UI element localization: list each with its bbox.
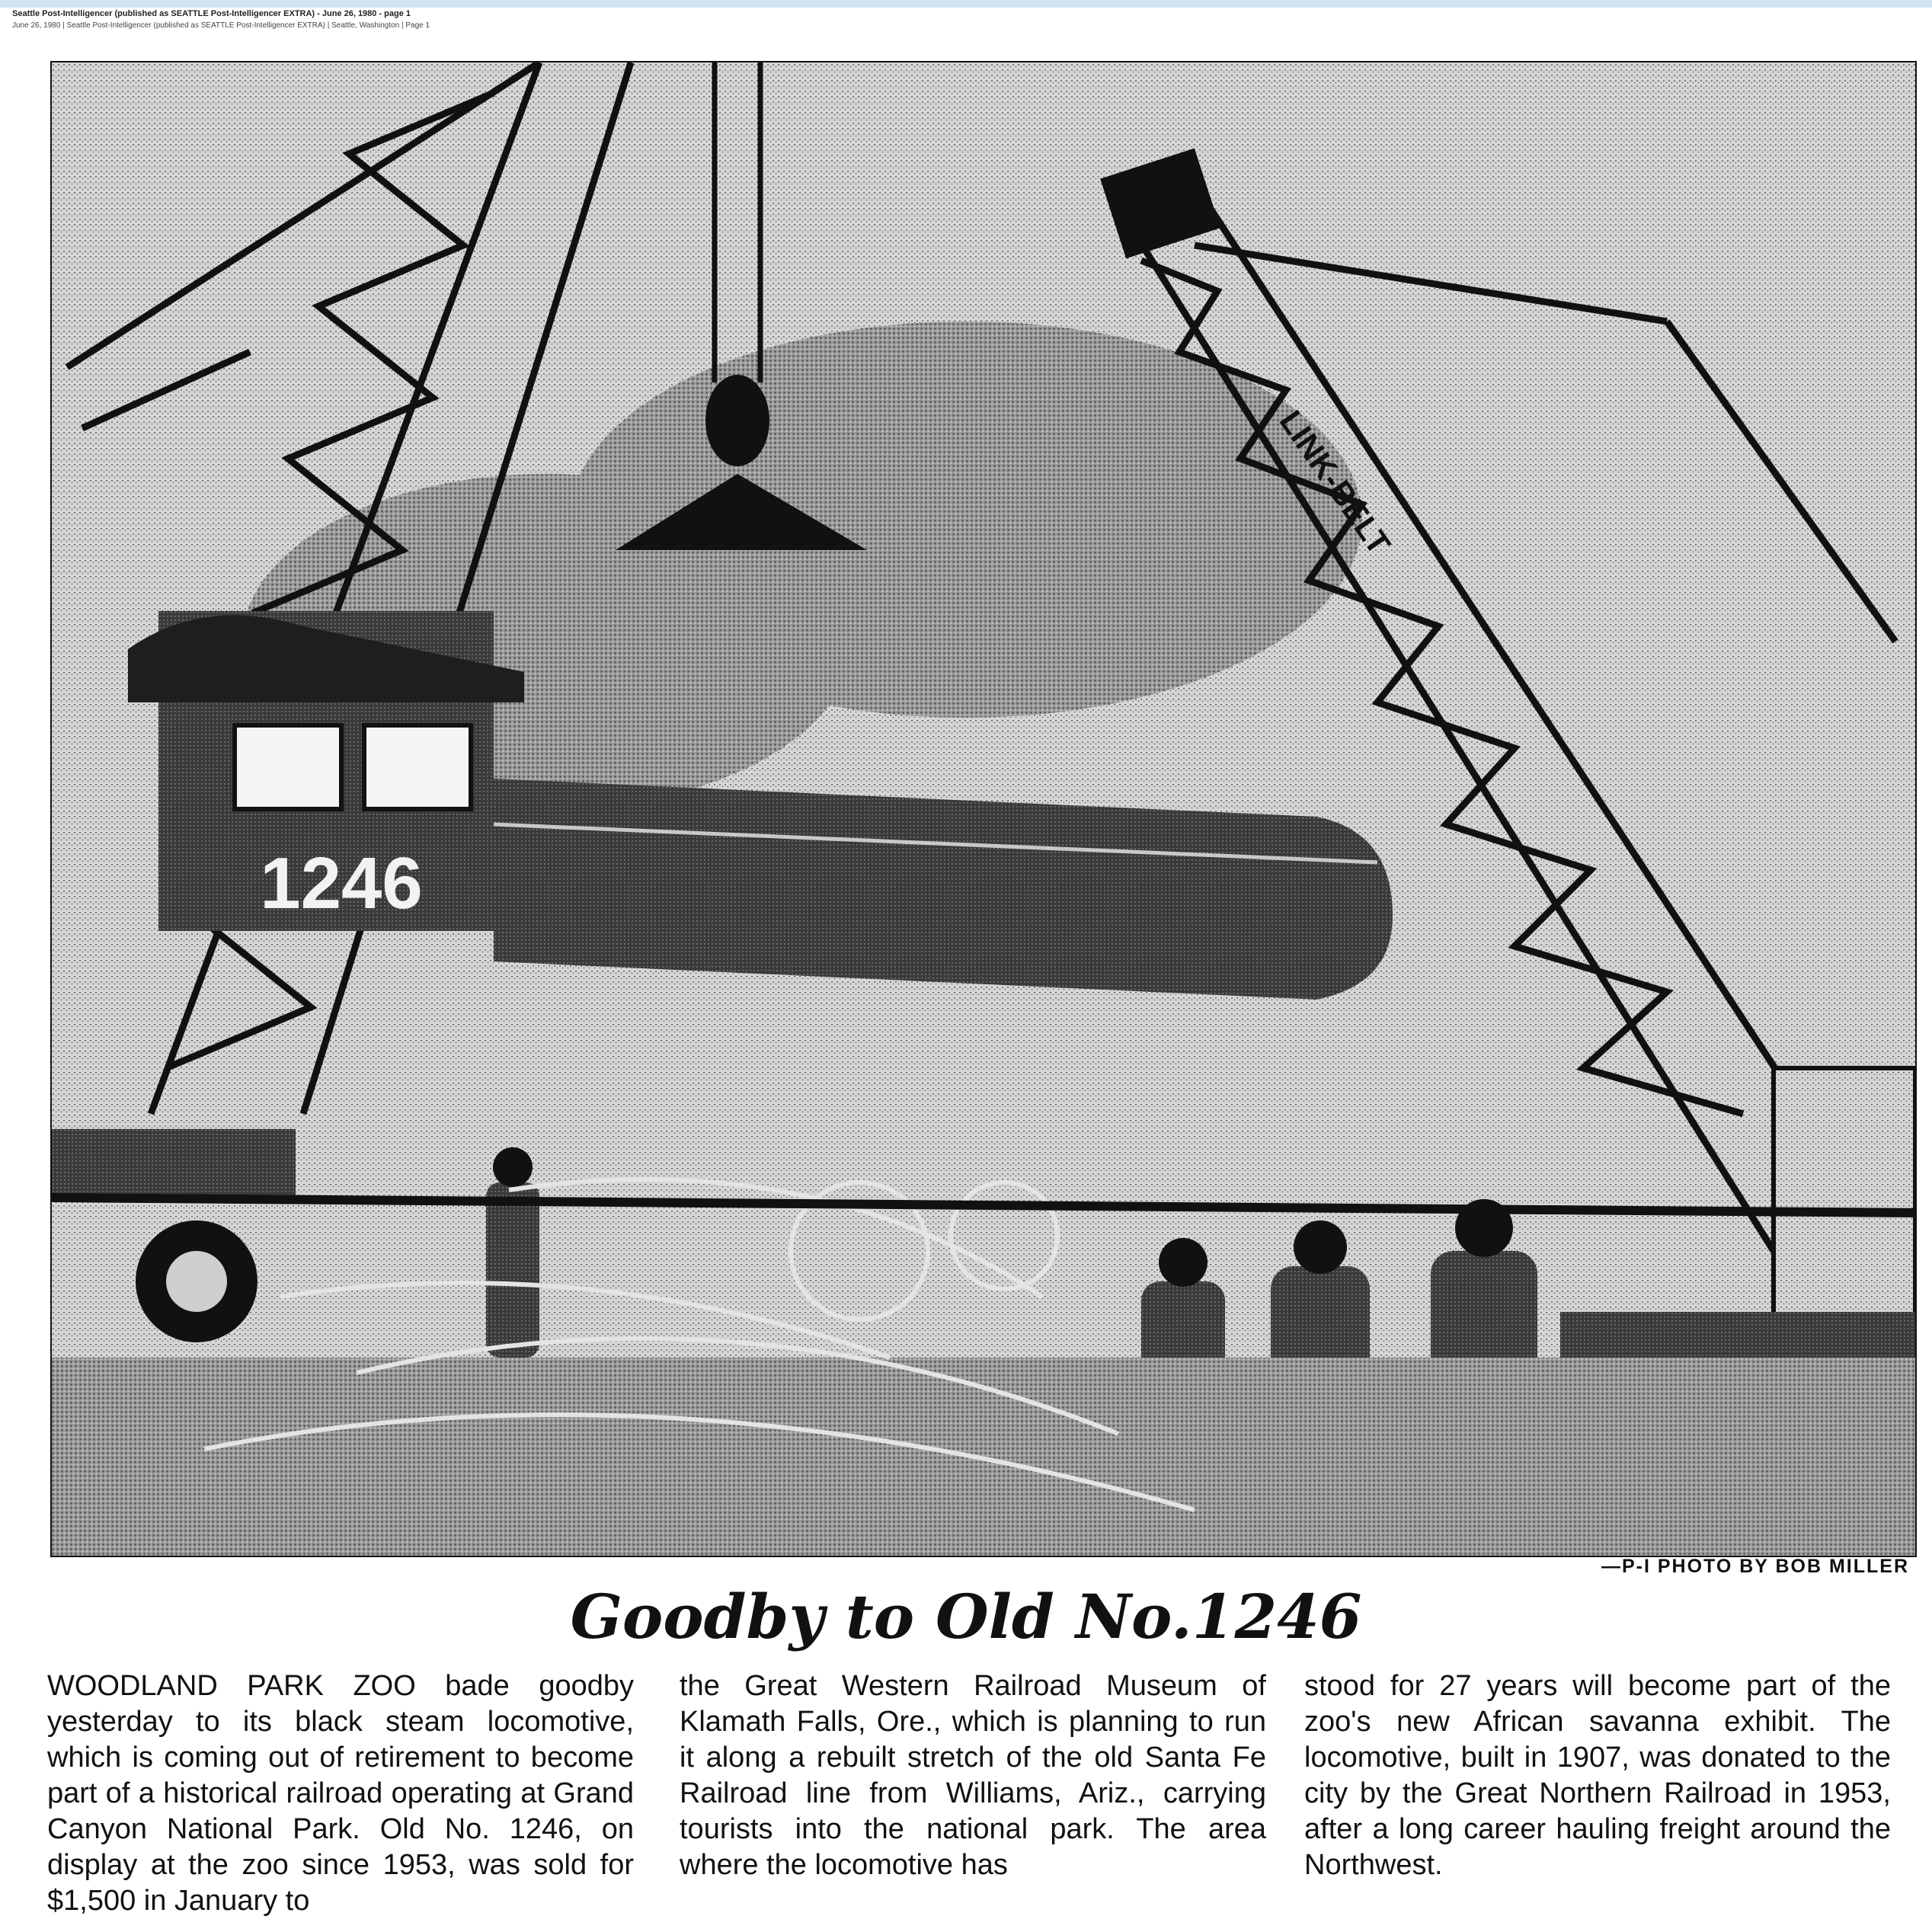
- page-source-title: Seattle Post-Intelligencer (published as SEATTLE Post-Intelligencer EXTRA) - June 26, 1980 - page 1: [12, 9, 411, 18]
- news-photo: [50, 61, 1917, 1557]
- photo-credit: —P-I PHOTO BY BOB MILLER: [1601, 1556, 1909, 1577]
- article-headline: Goodby to Old No.1246: [570, 1581, 1362, 1652]
- article-column-3: stood for 27 years will become part of the zoo's new African savanna exhibit. The locomotive, built in 1907, was donated to the city by the Great Northern Railroad in 1953, after a long career hauling freight around the Northwest.: [1304, 1670, 1891, 1881]
- locomotive-number: 1246: [260, 843, 423, 924]
- article-column-1: WOODLAND PARK ZOO bade goodby yesterday to its black steam locomotive, which is coming out of retirement to become part of a historical railroad operating at Grand Canyon National Park. Old No. 1246, on display at the zoo since 1953, was sold for $1,500 in January to: [47, 1670, 634, 1917]
- viewer-top-bar: [0, 0, 1932, 8]
- article-column-2: the Great Western Railroad Museum of Klamath Falls, Ore., which is planning to run it along a rebuilt stretch of the old Santa Fe Railroad line from Williams, Ariz., carrying tourists into the national park. The area where the locomotive has: [680, 1670, 1266, 1881]
- crane-lettering: LINK-BELT: [1272, 404, 1398, 561]
- page-source-subtitle: June 26, 1980 | Seattle Post-Intelligencer (published as SEATTLE Post-Intelligencer EXTRA) | Seattle, Washington | Page 1: [12, 21, 430, 30]
- locomotive-crane-illustration: [52, 62, 1915, 1556]
